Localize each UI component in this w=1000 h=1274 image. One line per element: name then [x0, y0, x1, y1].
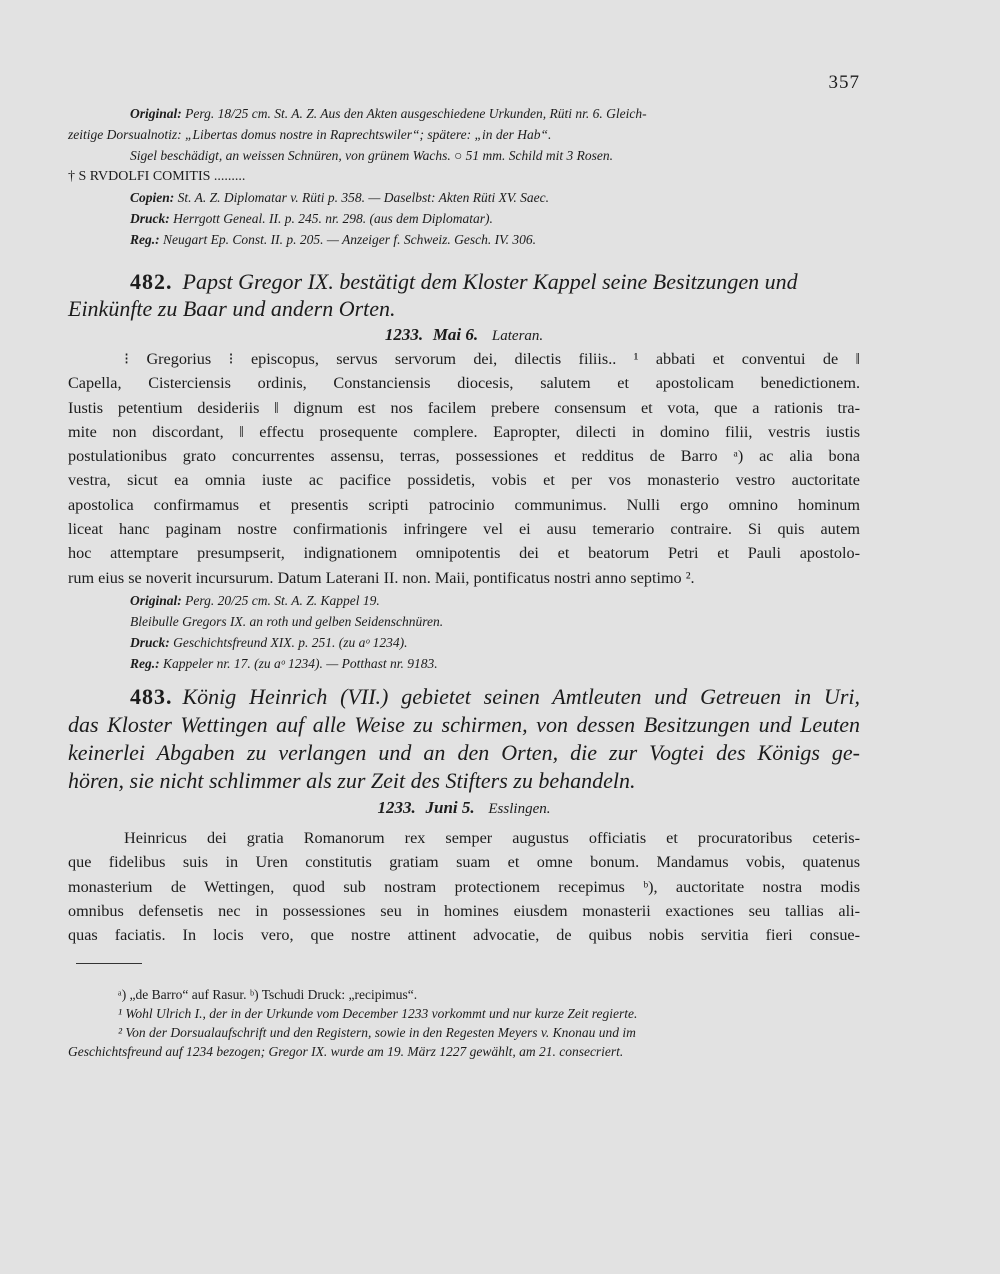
body-line: postulationibus grato concurrentes assensu, terras, possessiones et redditus de Barro ᵃ) ac alia bona [68, 447, 860, 466]
original-note [68, 103, 860, 124]
reg-label: Reg.: [130, 232, 160, 247]
doc-483-dateline [68, 797, 860, 820]
doc-482-day: Mai 6. [432, 325, 479, 344]
footnotes [68, 985, 860, 1061]
body-line: omnibus defensetis nec in possessiones seu in homines eiusdem monasterii exactiones seu tallias ali- [68, 901, 860, 920]
heading-line: hören, sie nicht schlimmer als zur Zeit des Stifters zu behandeln. [68, 768, 636, 793]
body-line: Iustis petentium desideriis ‖ dignum est nos facilem prebere consensum et vota, que a rationis tra- [68, 398, 860, 417]
copien-note [68, 187, 860, 208]
doc-482-heading [68, 268, 860, 295]
body-line: ⁝ Gregorius ⁝ episcopus, servus servorum dei, dilectis filiis.. ¹ abbati et conventui de ‖ [124, 350, 860, 368]
druck-note [68, 208, 860, 229]
original-text: Perg. 18/25 cm. St. A. Z. Aus den Akten ausgeschiedene Urkunden, Rüti nr. 6. Gleich- [185, 106, 647, 121]
reg-text: Neugart Ep. Const. II. p. 205. — Anzeiger f. Schweiz. Gesch. IV. 306. [163, 232, 536, 247]
body-line: monasterium de Wettingen, quod sub nostram protectionem recepimus ᵇ), auctoritate nostra modis [68, 877, 860, 896]
doc-482-original-note [68, 590, 860, 611]
original-label: Original: [130, 592, 182, 608]
body-line: apostolica confirmamus et presentis scripti patrocinio communimus. Nulli ergo omnino hominum [68, 495, 860, 514]
copien-text: St. A. Z. Diplomatar v. Rüti p. 358. — Daselbst: Akten Rüti XV. Saec. [177, 190, 549, 205]
reg-text: Kappeler nr. 17. (zu aᵒ 1234). — Potthast nr. 9183. [163, 655, 438, 671]
doc-482-seal: Bleibulle Gregors IX. an roth und gelben Seidenschnüren. [130, 613, 444, 629]
body-line: liceat hanc paginam nostre confirmationis infringere vel ei ausu temerario contraire. Si quis autem [68, 520, 860, 539]
heading-line [68, 683, 860, 711]
copien-label: Copien: [130, 190, 175, 205]
body-line: rum eius se noverit incursurum. Datum Laterani II. non. Maii, pontificatus nostri anno septimo ². [68, 568, 695, 587]
body-line: mite non discordant, ‖ effectu prosequente complere. Eapropter, dilecti in domino filii, vestris iustis [68, 422, 860, 441]
seal-legend: † S RVDOLFI COMITIS ......... [68, 169, 246, 184]
page-number: 357 [828, 72, 860, 93]
footnote-rule [76, 963, 142, 964]
druck-label: Druck: [130, 211, 170, 226]
doc-483-number: 483. [130, 684, 173, 709]
document-483 [68, 683, 860, 947]
doc-482-place: Lateran. [491, 328, 544, 344]
doc-482-number: 482. [130, 269, 173, 294]
document-482 [68, 268, 860, 674]
body-line: vestra, sicut ea omnia iuste ac pacifice possidetis, vobis et per vos monasterio vestro auctoritate [68, 471, 860, 490]
original-label: Original: [130, 106, 182, 121]
doc-482-dateline [68, 324, 860, 347]
druck-text: Herrgott Geneal. II. p. 245. nr. 298. (aus dem Diplomatar). [173, 211, 493, 226]
doc-483-place: Esslingen. [488, 801, 551, 817]
body-line: Heinricus dei gratia Romanorum rex semper augustus officiatis et procuratoribus ceteris- [124, 829, 860, 847]
heading-line: keinerlei Abgaben zu verlangen und an den Orten, die zur Vogtei des Königs ge- [68, 740, 860, 765]
doc-483-heading-line1: König Heinrich (VII.) gebietet seinen Amtleuten und Getreuen in Uri, [182, 684, 860, 709]
druck-text: Geschichtsfreund XIX. p. 251. (zu aᵒ 1234). [173, 634, 408, 650]
doc-482-year: 1233. [384, 325, 424, 344]
doc-483-year: 1233. [377, 798, 416, 817]
original-text: Perg. 20/25 cm. St. A. Z. Kappel 19. [185, 592, 380, 608]
body-line: hoc attemptare presumpserit, indignationem omnipotentis dei et beatorum Petri et Pauli apostolo- [68, 544, 860, 563]
notes-481 [68, 103, 860, 250]
body-line: Capella, Cisterciensis ordinis, Constanciensis diocesis, salutem et apostolicam benedictionem. [68, 374, 860, 393]
original-note-cont: zeitige Dorsualnotiz: „Libertas domus nostre in Raprechtswiler“; spätere: „in der Hab“. [68, 127, 552, 142]
doc-483-body [68, 826, 860, 947]
footnote-a-b: ᵃ) „de Barro“ auf Rasur. ᵇ) Tschudi Druck: „recipimus“. [118, 987, 418, 1002]
doc-482-druck-note [68, 632, 860, 653]
footnote-2: ² Von der Dorsualaufschrift und den Registern, sowie in den Regesten Meyers v. Knonau und im [118, 1025, 636, 1040]
footnote-1: ¹ Wohl Ulrich I., der in der Urkunde vom December 1233 vorkommt und nur kurze Zeit regierte. [118, 1006, 638, 1021]
doc-482-reg-note [68, 653, 860, 674]
druck-label: Druck: [130, 634, 170, 650]
doc-483-day: Juni 5. [425, 798, 475, 817]
reg-label: Reg.: [130, 655, 160, 671]
doc-483-heading [68, 683, 860, 795]
doc-482-heading-line1: Papst Gregor IX. bestätigt dem Kloster Kappel seine Besitzungen und [182, 269, 798, 294]
body-line: que fidelibus suis in Uren constitutis gratiam suam et omne bonum. Mandamus vobis, quatenus [68, 853, 860, 872]
seal-description: Sigel beschädigt, an weissen Schnüren, von grünem Wachs. ○ 51 mm. Schild mit 3 Rosen. [130, 148, 613, 163]
heading-line: das Kloster Wettingen auf alle Weise zu schirmen, von dessen Besitzungen und Leuten [68, 712, 860, 737]
footnote-2-cont: Geschichtsfreund auf 1234 bezogen; Gregor IX. wurde am 19. März 1227 gewählt, am 21. consecriert. [68, 1044, 624, 1059]
doc-482-heading-line2: Einkünfte zu Baar und andern Orten. [68, 296, 396, 321]
doc-482-body [68, 347, 860, 590]
body-line: quas faciatis. In locis vero, que nostre attinent advocatie, de quibus nobis servitia fieri consue- [68, 926, 860, 945]
reg-note [68, 229, 860, 250]
